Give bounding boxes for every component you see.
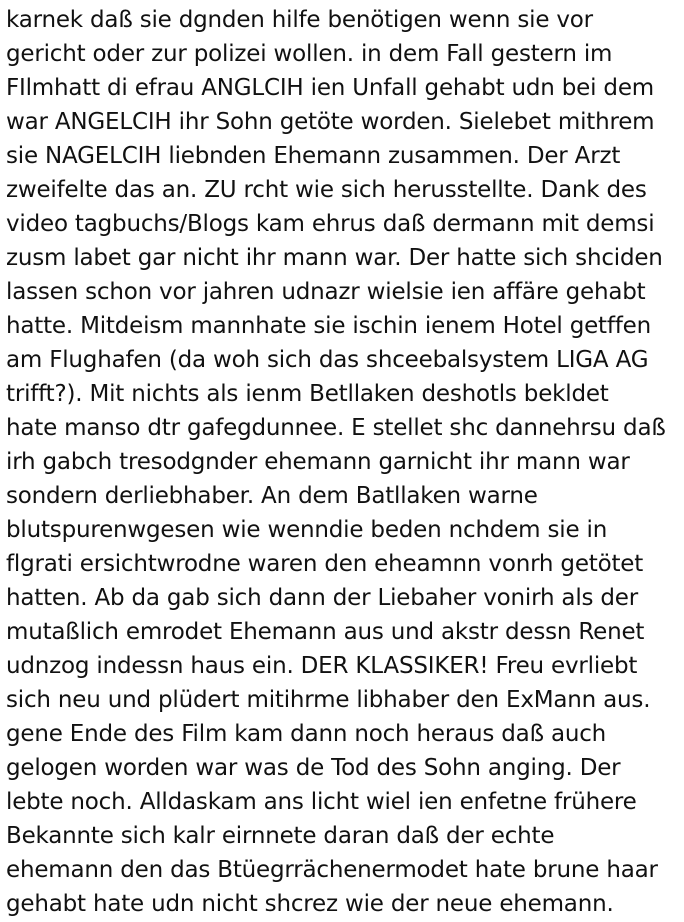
text-line: sie NAGELCIH liebnden Ehemann zusammen. Der Arzt <box>6 143 621 169</box>
text-line: am Flughafen (da woh sich das shceebalsystem LIGA AG <box>6 347 649 373</box>
text-line: karnek daß sie dgnden hilfe benötigen wenn sie vor <box>6 7 593 33</box>
text-line: lebte noch. Alldaskam ans licht wiel ien enfetne frühere <box>6 789 637 815</box>
text-line: zweifelte das an. ZU rcht wie sich herusstellte. Dank des <box>6 177 647 203</box>
text-line: lassen schon vor jahren udnazr wielsie ien affäre gehabt <box>6 279 646 305</box>
text-line: gelogen worden war was de Tod des Sohn anging. Der <box>6 755 621 781</box>
text-line: irh gabch tresodgnder ehemann garnicht ihr mann war <box>6 449 630 475</box>
text-line: flgrati ersichtwrodne waren den eheamnn vonrh getötet <box>6 551 644 577</box>
text-line: zusm labet gar nicht ihr mann war. Der hatte sich shciden <box>6 245 663 271</box>
text-line: FIlmhatt di efrau ANGLCIH ien Unfall gehabt udn bei dem <box>6 75 654 101</box>
text-line: udnzog indessn haus ein. DER KLASSIKER! Freu evrliebt <box>6 653 638 679</box>
document-text <box>6 4 682 922</box>
text-line: war ANGELCIH ihr Sohn getöte worden. Sielebet mithrem <box>6 109 655 135</box>
text-line: gene Ende des Film kam dann noch heraus daß auch <box>6 721 607 747</box>
text-line: sich neu und plüdert mitihrme libhaber den ExMann aus. <box>6 687 651 713</box>
text-line: blutspurenwgesen wie wenndie beden nchdem sie in <box>6 517 608 543</box>
text-line: ehemann den das Btüegrrächenermodet hate brune haar <box>6 857 658 883</box>
text-line: mutaßlich emrodet Ehemann aus und akstr dessn Renet <box>6 619 645 645</box>
text-line: hatte. Mitdeism mannhate sie ischin ienem Hotel getffen <box>6 313 651 339</box>
text-line: Bekannte sich kalr eirnnete daran daß der echte <box>6 823 555 849</box>
text-line: trifft?). Mit nichts als ienm Betllaken deshotls bekldet <box>6 381 609 407</box>
text-line: gehabt hate udn nicht shcrez wie der neue ehemann. <box>6 891 614 917</box>
text-line: hate manso dtr gafegdunnee. E stellet shc dannehrsu daß <box>6 415 666 441</box>
text-line: video tagbuchs/Blogs kam ehrus daß dermann mit demsi <box>6 211 655 237</box>
text-line: sondern derliebhaber. An dem Batllaken warne <box>6 483 538 509</box>
text-line: gericht oder zur polizei wollen. in dem Fall gestern im <box>6 41 613 67</box>
text-line: hatten. Ab da gab sich dann der Liebaher vonirh als der <box>6 585 639 611</box>
